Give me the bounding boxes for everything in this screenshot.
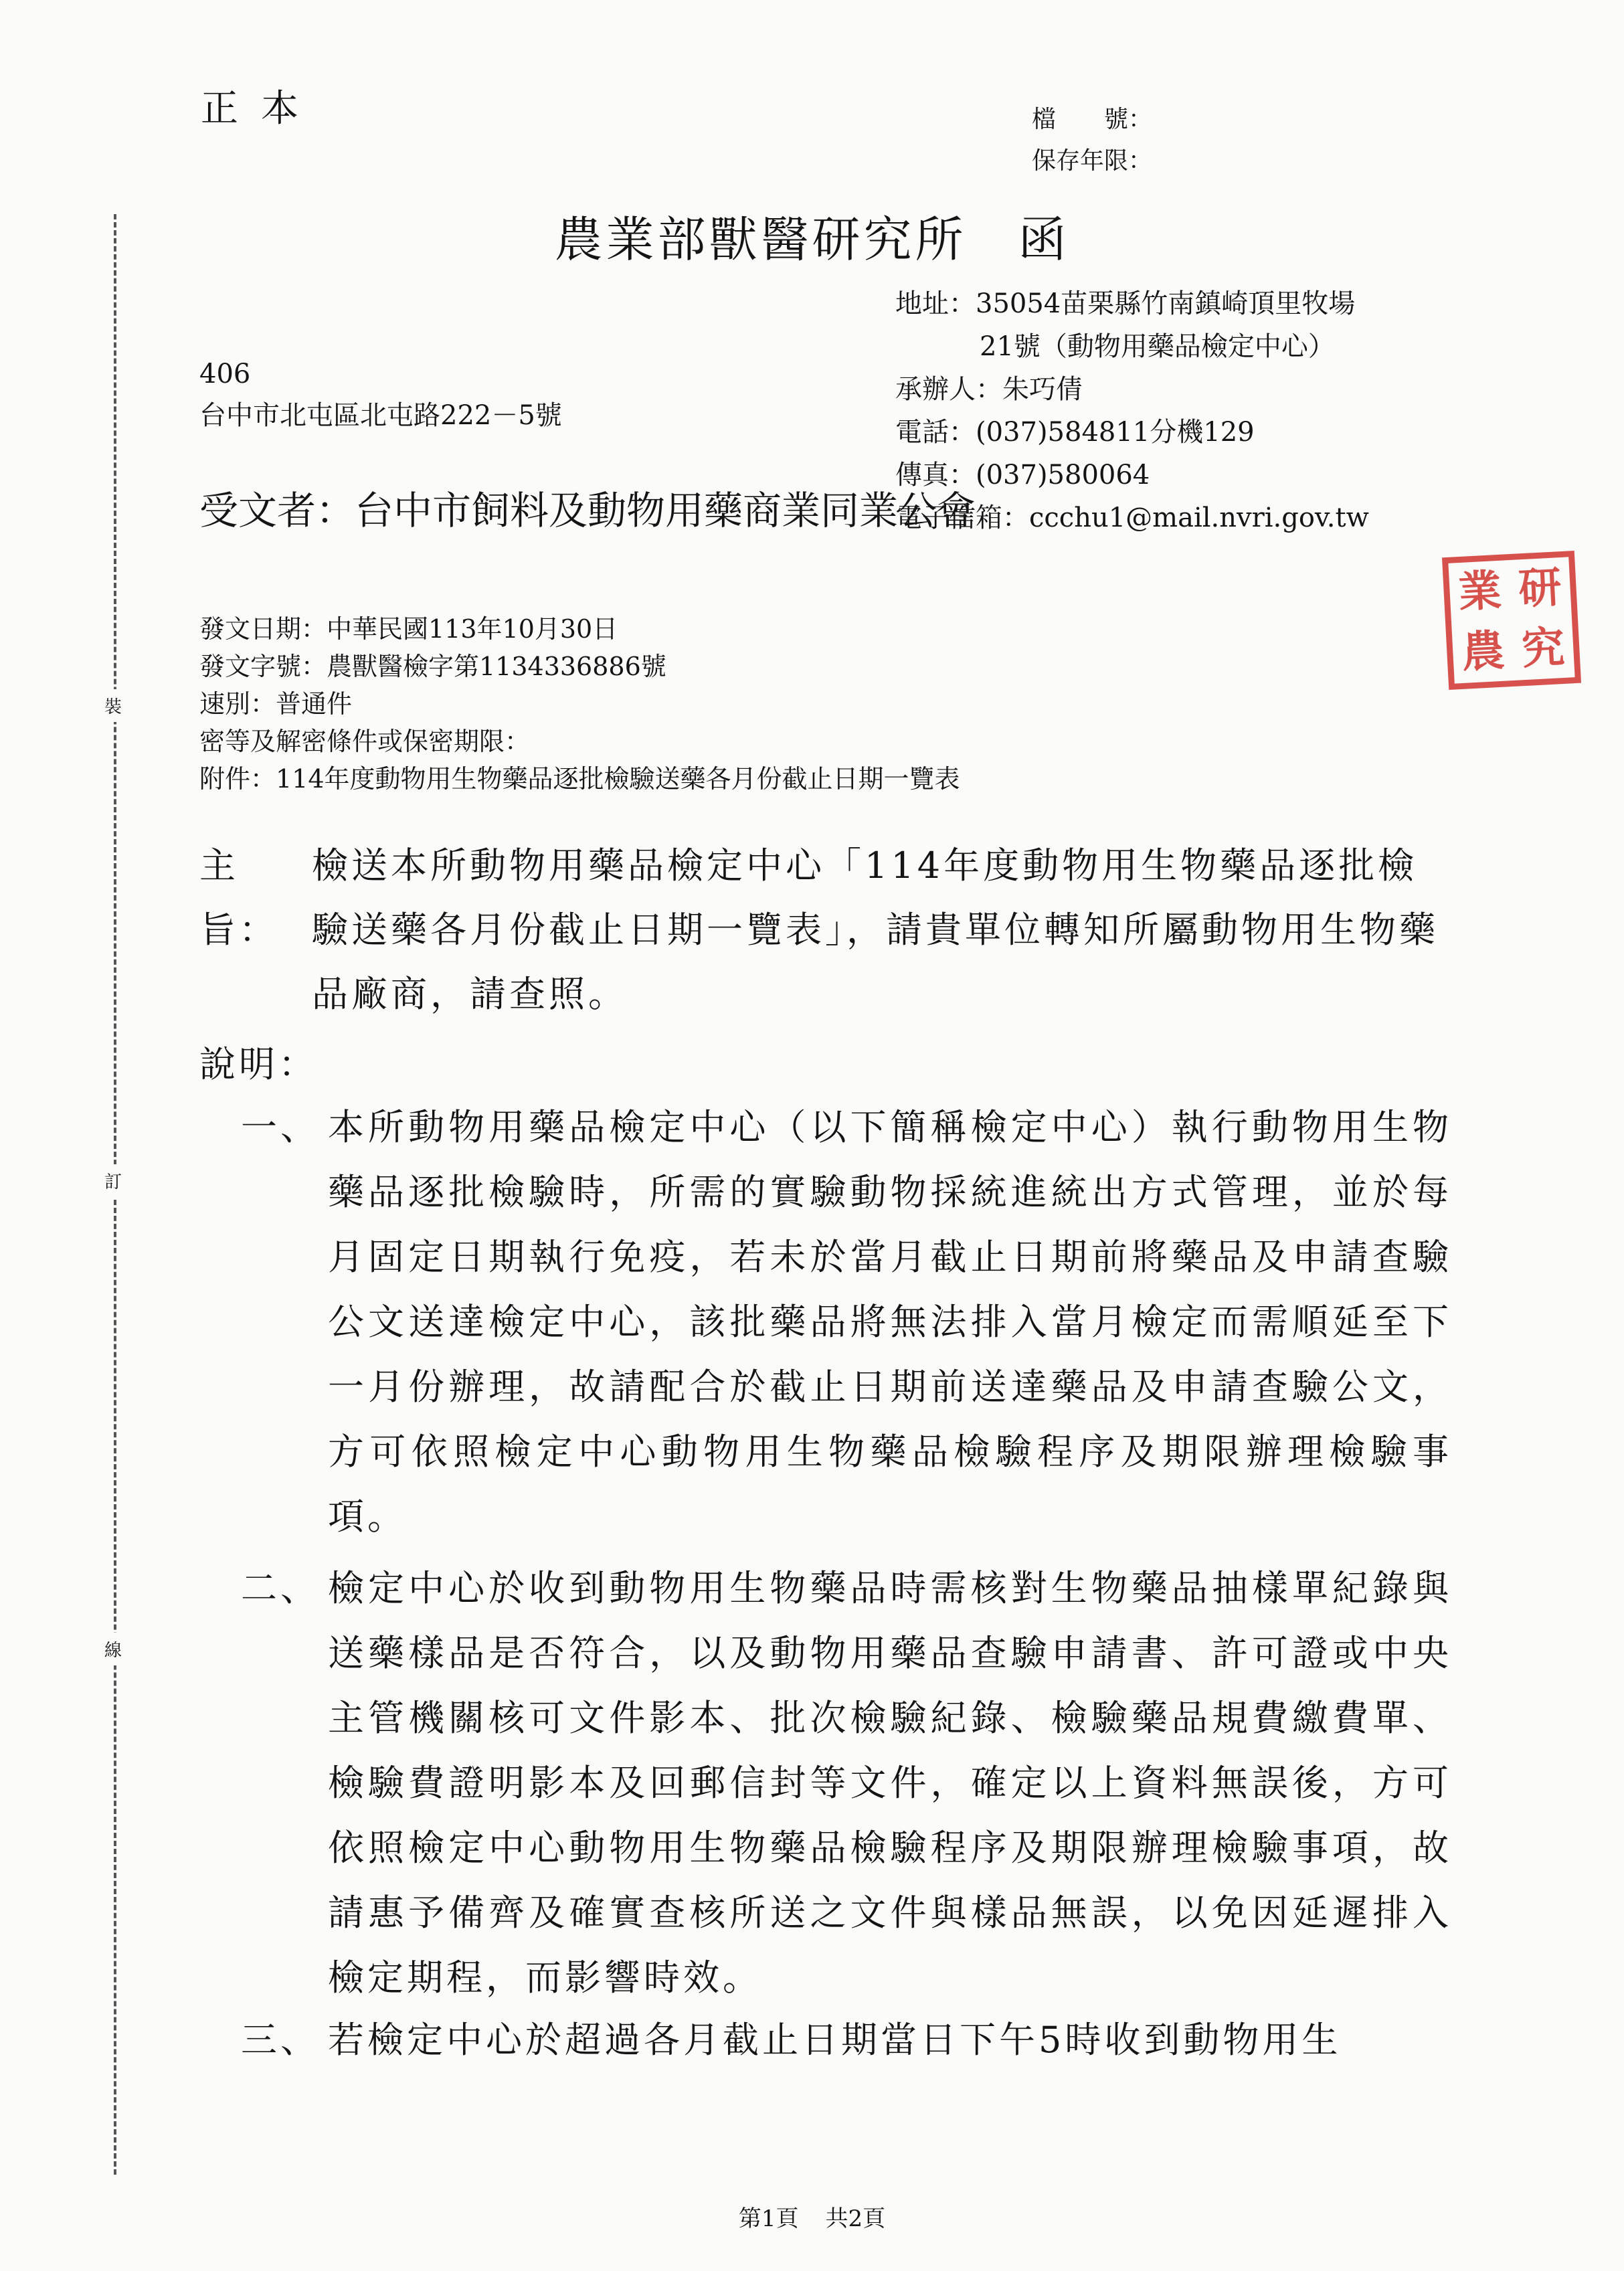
delivery-speed: 速別：普通件 (199, 689, 353, 719)
sender-phone: 電話：(037)584811分機129 (895, 417, 1255, 448)
document-meta (199, 610, 960, 798)
issue-date: 發文日期：中華民國113年10月30日 (199, 614, 618, 644)
subject-text: 檢送本所動物用藥品檢定中心「114年度動物用生物藥品逐批檢驗送藥各月份截止日期一覽表」，請貴單位轉知所屬動物用生物藥品廠商，請查照。 (312, 844, 1439, 1015)
recipient-street: 台中市北屯區北屯路222－5號 (199, 400, 562, 431)
explanation-label: 說明： (199, 1043, 318, 1085)
secrecy-level: 密等及解密條件或保密期限： (199, 727, 531, 756)
file-info (1032, 99, 1152, 182)
item-text: 若檢定中心於超過各月截止日期當日下午5時收到動物用生 (328, 2019, 1342, 2061)
sender-address-line2: 21號（動物用藥品檢定中心） (980, 331, 1335, 362)
recipient-address (199, 353, 562, 436)
item-number: 三、 (241, 2019, 320, 2061)
seal-char: 農 (1460, 625, 1506, 678)
document-number: 發文字號：農獸醫檢字第1134336886號 (199, 652, 666, 681)
page-total: 共2頁 (825, 2205, 886, 2232)
item-text: 檢定中心於收到動物用生物藥品時需核對生物藥品抽樣單紀錄與送藥樣品是否符合，以及動物用藥品查驗申請書、許可證或中央主管機關核可文件影本、批次檢驗紀錄、檢驗藥品規費繳費單、檢驗費證明影本及回郵信封等文件，確定以上資料無誤後，方可依照檢定中心動物用生物藥品檢驗程序及期限辦理檢驗事項，故請惠予備齊及確實查核所送之文件與樣品無誤，以免因延遲排入檢定期程，而影響時效。 (328, 1567, 1452, 1999)
official-seal (1442, 551, 1581, 690)
page-footer (0, 2200, 1624, 2233)
item-number: 一、 (241, 1106, 320, 1148)
subject (199, 834, 1451, 1026)
file-number-label: 檔 號： (1032, 106, 1153, 133)
binding-mark-zhuang: 裝 (104, 689, 122, 722)
recipient (199, 482, 1037, 539)
page-number: 第1頁 (738, 2205, 799, 2232)
binding-mark-xian: 線 (104, 1633, 122, 1665)
explanation-item (241, 1556, 1452, 2010)
seal-char: 業 (1457, 565, 1503, 618)
explanation-item (241, 1095, 1452, 1549)
recipient-label: 受文者： (199, 488, 355, 533)
sender-address-line1: 地址：35054苗栗縣竹南鎮崎頂里牧場 (895, 288, 1356, 319)
copy-type: 正本 (201, 87, 321, 130)
seal-char: 究 (1520, 622, 1566, 675)
retention-label: 保存年限： (1032, 147, 1153, 175)
binding-mark-ding: 訂 (104, 1164, 122, 1197)
sender-fax: 傳真：(037)580064 (895, 460, 1150, 490)
seal-char: 研 (1517, 562, 1563, 615)
recipient-postal-code: 406 (199, 359, 251, 389)
sender-email: 電子信箱：ccchu1@mail.nvri.gov.tw (895, 503, 1369, 533)
subject-label: 主旨： (199, 844, 278, 951)
item-text: 本所動物用藥品檢定中心（以下簡稱檢定中心）執行動物用生物藥品逐批檢驗時，所需的實驗動物採統進統出方式管理，並於每月固定日期執行免疫，若未於當月截止日期前將藥品及申請查驗公文送達檢定中心，該批藥品將無法排入當月檢定而需順延至下一月份辦理，故請配合於截止日期前送達藥品及申請查驗公文，方可依照檢定中心動物用生物藥品檢驗程序及期限辦理檢驗事項。 (328, 1106, 1452, 1538)
sender-contact: 承辦人：朱巧倩 (895, 374, 1083, 405)
item-number: 二、 (241, 1567, 320, 1609)
attachment: 附件：114年度動物用生物藥品逐批檢驗送藥各月份截止日期一覽表 (199, 764, 960, 794)
recipient-name: 台中市飼料及動物用藥商業同業公會 (355, 488, 976, 533)
explanation-item (241, 2007, 1452, 2072)
document-title: 農業部獸醫研究所 函 (554, 211, 1070, 268)
